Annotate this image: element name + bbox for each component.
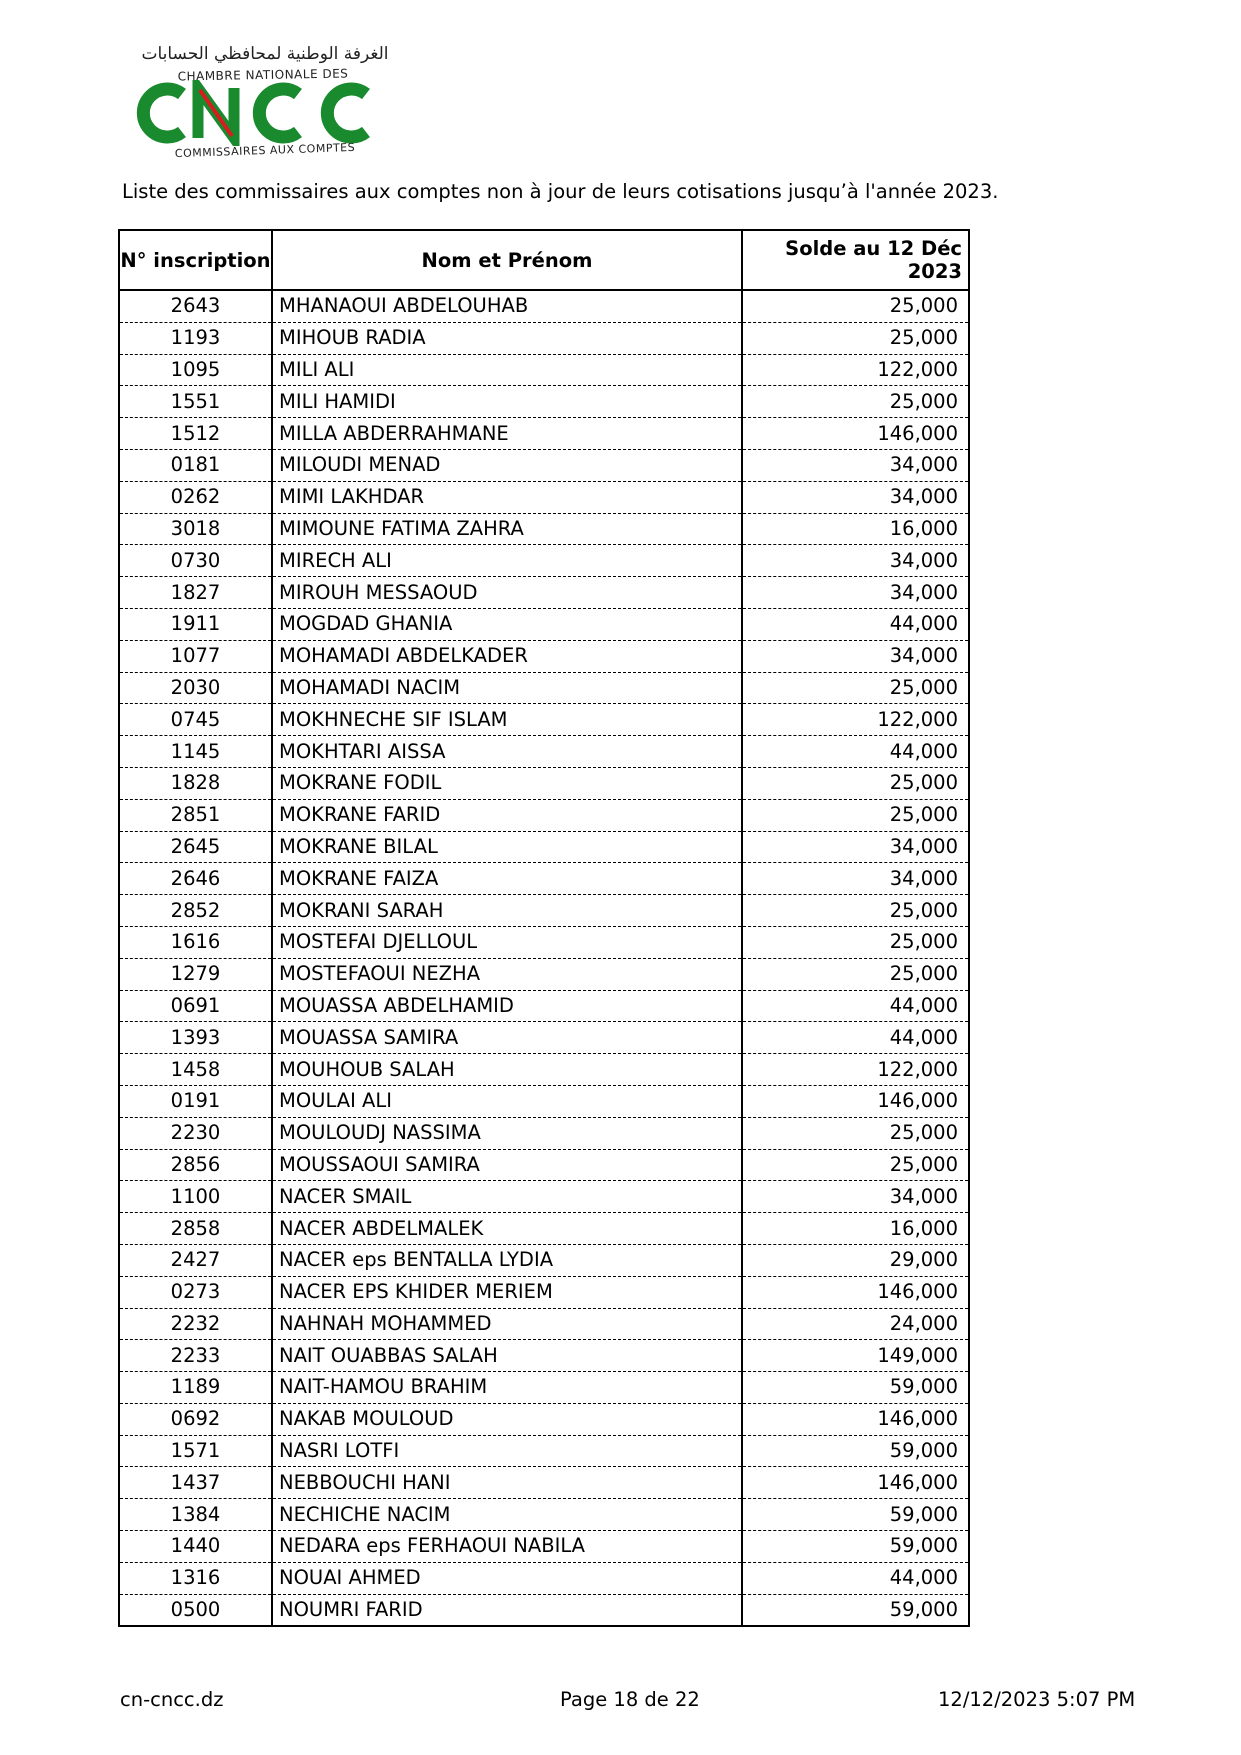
contributions-table: [118, 229, 970, 1627]
name-cell: MOULOUDJ NASSIMA: [272, 1117, 742, 1149]
balance-cell: 25,000: [742, 1117, 969, 1149]
table-row: [119, 608, 969, 640]
inscription-cell: 1193: [119, 322, 272, 354]
inscription-cell: 1440: [119, 1531, 272, 1563]
name-cell: MOHAMADI NACIM: [272, 672, 742, 704]
balance-cell: 59,000: [742, 1594, 969, 1626]
balance-cell: 25,000: [742, 386, 969, 418]
name-cell: NOUAI AHMED: [272, 1562, 742, 1594]
name-cell: MOGDAD GHANIA: [272, 608, 742, 640]
table-row: [119, 1594, 969, 1626]
name-cell: NAIT-HAMOU BRAHIM: [272, 1372, 742, 1404]
inscription-cell: 1512: [119, 418, 272, 450]
balance-cell: 34,000: [742, 481, 969, 513]
balance-cell: 29,000: [742, 1244, 969, 1276]
table-row: [119, 1499, 969, 1531]
table-row: [119, 1372, 969, 1404]
table-row: [119, 418, 969, 450]
name-cell: MOULAI ALI: [272, 1085, 742, 1117]
inscription-cell: 2856: [119, 1149, 272, 1181]
table-row: [119, 1308, 969, 1340]
inscription-cell: 1077: [119, 640, 272, 672]
name-cell: NAHNAH MOHAMMED: [272, 1308, 742, 1340]
table-row: [119, 863, 969, 895]
table-row: [119, 1340, 969, 1372]
table-header-row: [119, 230, 969, 290]
balance-cell: 122,000: [742, 354, 969, 386]
table-row: [119, 1244, 969, 1276]
name-cell: NACER ABDELMALEK: [272, 1213, 742, 1245]
balance-cell: 34,000: [742, 577, 969, 609]
balance-cell: 146,000: [742, 1085, 969, 1117]
balance-cell: 44,000: [742, 736, 969, 768]
table-row: [119, 1149, 969, 1181]
inscription-cell: 1437: [119, 1467, 272, 1499]
balance-cell: 25,000: [742, 322, 969, 354]
balance-cell: 25,000: [742, 926, 969, 958]
inscription-cell: 1458: [119, 1054, 272, 1086]
name-cell: MOSTEFAI DJELLOUL: [272, 926, 742, 958]
name-cell: MIROUH MESSAOUD: [272, 577, 742, 609]
balance-cell: 25,000: [742, 958, 969, 990]
name-cell: MOKRANE FAIZA: [272, 863, 742, 895]
table-row: [119, 831, 969, 863]
inscription-cell: 0500: [119, 1594, 272, 1626]
table-row: [119, 1213, 969, 1245]
name-cell: MILI HAMIDI: [272, 386, 742, 418]
name-cell: MOHAMADI ABDELKADER: [272, 640, 742, 672]
inscription-cell: 2232: [119, 1308, 272, 1340]
balance-cell: 146,000: [742, 418, 969, 450]
inscription-cell: 2852: [119, 895, 272, 927]
balance-cell: 44,000: [742, 608, 969, 640]
name-cell: NEDARA eps FERHAOUI NABILA: [272, 1531, 742, 1563]
table-body: [119, 290, 969, 1626]
inscription-cell: 0262: [119, 481, 272, 513]
inscription-cell: 0730: [119, 545, 272, 577]
table-row: [119, 481, 969, 513]
balance-cell: 34,000: [742, 545, 969, 577]
name-cell: NAIT OUABBAS SALAH: [272, 1340, 742, 1372]
inscription-cell: 2643: [119, 290, 272, 322]
table-row: [119, 736, 969, 768]
balance-cell: 149,000: [742, 1340, 969, 1372]
table-row: [119, 513, 969, 545]
inscription-cell: 1551: [119, 386, 272, 418]
name-cell: MOKRANI SARAH: [272, 895, 742, 927]
balance-cell: 34,000: [742, 640, 969, 672]
name-cell: NACER EPS KHIDER MERIEM: [272, 1276, 742, 1308]
balance-cell: 59,000: [742, 1372, 969, 1404]
table-row: [119, 1181, 969, 1213]
inscription-cell: 2230: [119, 1117, 272, 1149]
table-row: [119, 640, 969, 672]
table-row: [119, 672, 969, 704]
inscription-cell: 1393: [119, 1022, 272, 1054]
balance-cell: 146,000: [742, 1467, 969, 1499]
name-cell: MOKRANE BILAL: [272, 831, 742, 863]
cncc-logo-mark: [130, 80, 392, 146]
table-row: [119, 354, 969, 386]
balance-cell: 34,000: [742, 831, 969, 863]
table-row: [119, 322, 969, 354]
balance-cell: 44,000: [742, 990, 969, 1022]
header-balance: Solde au 12 Déc 2023: [742, 230, 969, 290]
inscription-cell: 1384: [119, 1499, 272, 1531]
name-cell: MOUSSAOUI SAMIRA: [272, 1149, 742, 1181]
name-cell: MILLA ABDERRAHMANE: [272, 418, 742, 450]
table-row: [119, 545, 969, 577]
name-cell: MOUASSA ABDELHAMID: [272, 990, 742, 1022]
balance-cell: 59,000: [742, 1499, 969, 1531]
inscription-cell: 2851: [119, 799, 272, 831]
table-row: [119, 1403, 969, 1435]
inscription-cell: 1145: [119, 736, 272, 768]
document-title: Liste des commissaires aux comptes non à jour de leurs cotisations jusqu’à l'année 2023.: [122, 180, 999, 203]
table-row: [119, 290, 969, 322]
table-row: [119, 1022, 969, 1054]
inscription-cell: 2858: [119, 1213, 272, 1245]
name-cell: NASRI LOTFI: [272, 1435, 742, 1467]
balance-cell: 122,000: [742, 704, 969, 736]
inscription-cell: 0181: [119, 449, 272, 481]
balance-cell: 122,000: [742, 1054, 969, 1086]
balance-cell: 16,000: [742, 513, 969, 545]
name-cell: NEBBOUCHI HANI: [272, 1467, 742, 1499]
balance-cell: 34,000: [742, 1181, 969, 1213]
cncc-logo: [130, 44, 392, 162]
inscription-cell: 1911: [119, 608, 272, 640]
balance-cell: 44,000: [742, 1562, 969, 1594]
logo-bottom-text: COMMISSAIRES AUX COMPTES: [174, 140, 356, 161]
header-name: Nom et Prénom: [272, 230, 742, 290]
balance-cell: 25,000: [742, 1149, 969, 1181]
name-cell: MIMOUNE FATIMA ZAHRA: [272, 513, 742, 545]
table-row: [119, 704, 969, 736]
balance-cell: 59,000: [742, 1531, 969, 1563]
contributions-table-container: [118, 229, 968, 1627]
name-cell: MOUASSA SAMIRA: [272, 1022, 742, 1054]
table-row: [119, 1276, 969, 1308]
name-cell: MILI ALI: [272, 354, 742, 386]
name-cell: MOKRANE FODIL: [272, 767, 742, 799]
table-row: [119, 990, 969, 1022]
table-row: [119, 895, 969, 927]
inscription-cell: 1279: [119, 958, 272, 990]
inscription-cell: 2427: [119, 1244, 272, 1276]
table-row: [119, 958, 969, 990]
table-row: [119, 1117, 969, 1149]
name-cell: MOKHTARI AISSA: [272, 736, 742, 768]
name-cell: MOUHOUB SALAH: [272, 1054, 742, 1086]
balance-cell: 16,000: [742, 1213, 969, 1245]
name-cell: NAKAB MOULOUD: [272, 1403, 742, 1435]
name-cell: NACER eps BENTALLA LYDIA: [272, 1244, 742, 1276]
name-cell: MOKRANE FARID: [272, 799, 742, 831]
inscription-cell: 1095: [119, 354, 272, 386]
name-cell: NECHICHE NACIM: [272, 1499, 742, 1531]
table-row: [119, 386, 969, 418]
inscription-cell: 1827: [119, 577, 272, 609]
footer-datetime: 12/12/2023 5:07 PM: [938, 1688, 1136, 1711]
balance-cell: 25,000: [742, 799, 969, 831]
footer-website: cn-cncc.dz: [120, 1688, 224, 1711]
name-cell: MIMI LAKHDAR: [272, 481, 742, 513]
inscription-cell: 1189: [119, 1372, 272, 1404]
name-cell: MHANAOUI ABDELOUHAB: [272, 290, 742, 322]
header-inscription: N° inscription: [119, 230, 272, 290]
balance-cell: 59,000: [742, 1435, 969, 1467]
inscription-cell: 0191: [119, 1085, 272, 1117]
name-cell: MIRECH ALI: [272, 545, 742, 577]
inscription-cell: 2030: [119, 672, 272, 704]
footer-page-number: Page 18 de 22: [560, 1688, 700, 1711]
inscription-cell: 1316: [119, 1562, 272, 1594]
inscription-cell: 0745: [119, 704, 272, 736]
balance-cell: 146,000: [742, 1403, 969, 1435]
table-row: [119, 1435, 969, 1467]
table-row: [119, 1085, 969, 1117]
table-row: [119, 1531, 969, 1563]
balance-cell: 146,000: [742, 1276, 969, 1308]
table-row: [119, 799, 969, 831]
balance-cell: 44,000: [742, 1022, 969, 1054]
balance-cell: 25,000: [742, 290, 969, 322]
inscription-cell: 2646: [119, 863, 272, 895]
balance-cell: 25,000: [742, 672, 969, 704]
inscription-cell: 0691: [119, 990, 272, 1022]
table-row: [119, 926, 969, 958]
inscription-cell: 0273: [119, 1276, 272, 1308]
table-row: [119, 1054, 969, 1086]
inscription-cell: 0692: [119, 1403, 272, 1435]
balance-cell: 24,000: [742, 1308, 969, 1340]
name-cell: MOSTEFAOUI NEZHA: [272, 958, 742, 990]
inscription-cell: 3018: [119, 513, 272, 545]
name-cell: NOUMRI FARID: [272, 1594, 742, 1626]
balance-cell: 34,000: [742, 449, 969, 481]
balance-cell: 34,000: [742, 863, 969, 895]
logo-top-text: CHAMBRE NATIONALE DES: [177, 66, 349, 84]
logo-arabic-text: الغرفة الوطنية لمحافظي الحسابات: [141, 44, 389, 64]
balance-cell: 25,000: [742, 895, 969, 927]
balance-cell: 25,000: [742, 767, 969, 799]
table-row: [119, 1467, 969, 1499]
inscription-cell: 2233: [119, 1340, 272, 1372]
name-cell: NACER SMAIL: [272, 1181, 742, 1213]
name-cell: MOKHNECHE SIF ISLAM: [272, 704, 742, 736]
inscription-cell: 1100: [119, 1181, 272, 1213]
inscription-cell: 1616: [119, 926, 272, 958]
inscription-cell: 2645: [119, 831, 272, 863]
table-row: [119, 767, 969, 799]
inscription-cell: 1571: [119, 1435, 272, 1467]
table-row: [119, 449, 969, 481]
table-row: [119, 577, 969, 609]
name-cell: MIHOUB RADIA: [272, 322, 742, 354]
name-cell: MILOUDI MENAD: [272, 449, 742, 481]
inscription-cell: 1828: [119, 767, 272, 799]
table-row: [119, 1562, 969, 1594]
